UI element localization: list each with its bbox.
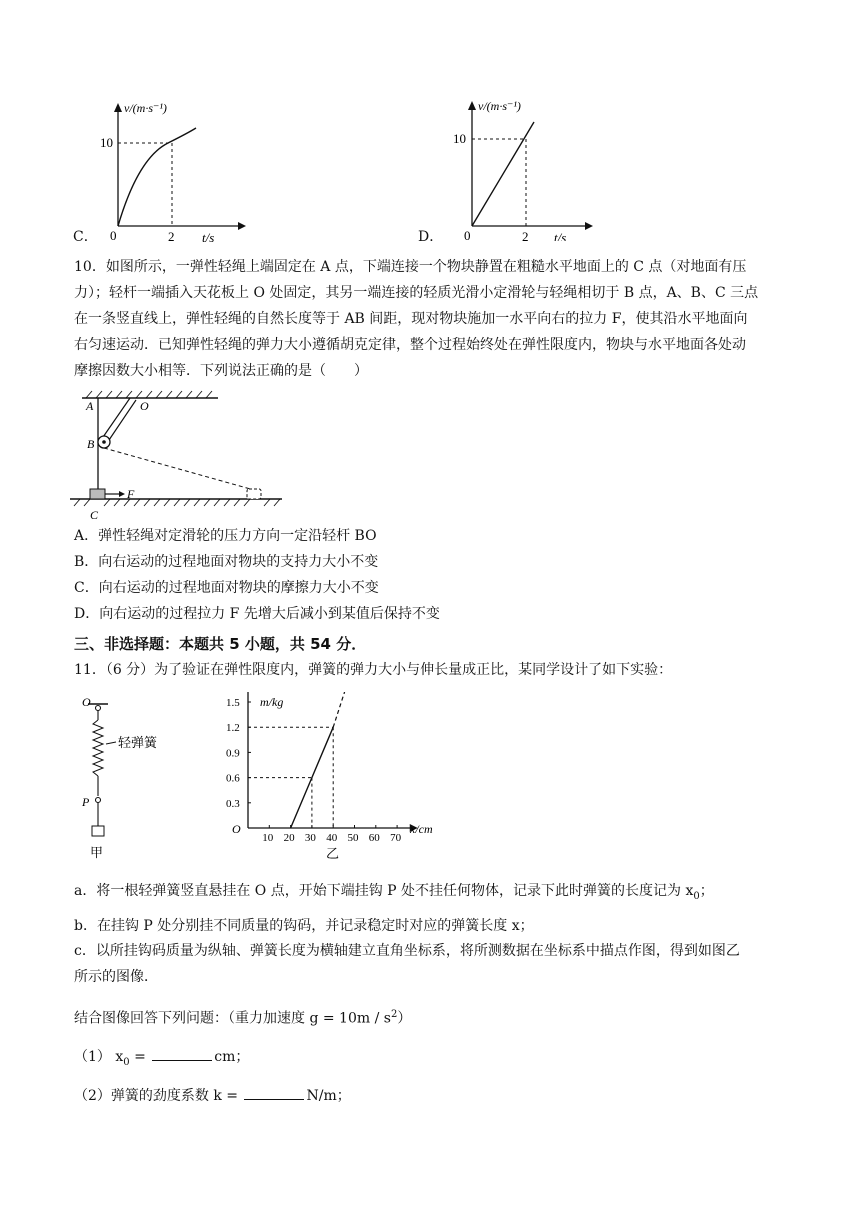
- graph-c-xtick: 2: [168, 229, 175, 243]
- q10-option-c: C．向右运动的过程地面对物块的摩擦力大小不变: [74, 580, 379, 596]
- fig-label-o: O: [140, 399, 149, 413]
- combine-sup: 2: [390, 1009, 398, 1020]
- graph-c-xlabel: t/s: [202, 230, 215, 243]
- sub1-sub: 0: [123, 1056, 130, 1068]
- step-a-end: ；: [699, 883, 714, 899]
- section-3-heading: 三、非选择题：本题共 5 小题，共 54 分．: [74, 635, 367, 653]
- jia-label-o: O: [82, 695, 91, 709]
- yi-xtick-label: 10: [262, 832, 274, 844]
- yi-xtick-label: 20: [283, 832, 295, 844]
- fig-label-a: A: [86, 399, 94, 413]
- fig-label-c: C: [90, 508, 99, 522]
- q11-step-b: b．在挂钩 P 处分别挂不同质量的钩码，并记录稳定时对应的弹簧长度 x；: [74, 918, 534, 934]
- q10-option-a: A．弹性轻绳对定滑轮的压力方向一定沿轻杆 BO: [74, 528, 377, 544]
- step-a-text: a．将一根轻弹簧竖直悬挂在 O 点，开始下端挂钩 P 处不挂任何物体，记录下此时弹簧的长度记为 x: [74, 883, 694, 899]
- yi-ytick-label: 0.9: [226, 747, 240, 760]
- q10-figure: [68, 388, 288, 523]
- graph-d: [450, 96, 600, 241]
- yi-xtick-label: 30: [304, 832, 316, 844]
- q10-line-2: 力）；轻杆一端插入天花板上 O 处固定，其另一端连接的轻质光滑小定滑轮与轻绳相切于 B 点，A、B、C 三点: [74, 285, 759, 301]
- sub1-mid: =: [129, 1049, 151, 1065]
- yi-caption: 乙: [326, 846, 340, 861]
- jia-caption: 甲: [90, 845, 104, 860]
- yi-ytick-label: 0.3: [226, 797, 240, 810]
- q11-intro: 11．（6 分）为了验证在弹性限度内，弹簧的弹力大小与伸长量成正比，某同学设计了如下实验：: [74, 662, 673, 678]
- q11-sub-1: [74, 1044, 249, 1076]
- q11-figure-yi-chart: [222, 692, 452, 862]
- q10-line-4: 右匀速运动．已知弹性轻绳的弹力大小遵循胡克定律，整个过程始终处在弹性限度内，物块与水平地面各处动: [74, 337, 746, 353]
- yi-origin: O: [232, 822, 241, 836]
- graph-c-ylabel: v/(m·s⁻¹): [124, 101, 167, 115]
- fig-label-f: F: [127, 487, 135, 501]
- option-d-label: D．: [418, 229, 444, 245]
- q10-option-b: B．向右运动的过程地面对物块的支持力大小不变: [74, 554, 379, 570]
- q11-combine: [74, 1002, 411, 1032]
- graph-c: [98, 98, 248, 243]
- yi-ylabel: m/kg: [260, 695, 284, 709]
- combine-end: ）: [397, 1010, 412, 1027]
- yi-series-extension: [333, 692, 348, 727]
- graph-d-xlabel: t/s: [554, 230, 567, 241]
- graph-d-ylabel: v/(m·s⁻¹): [478, 99, 521, 113]
- yi-ytick-label: 1.5: [226, 697, 240, 709]
- yi-xlabel: x/cm: [410, 822, 433, 836]
- jia-label-p: P: [82, 795, 90, 809]
- yi-xtick-label: 70: [390, 832, 402, 844]
- sub1-pre: （1） x: [74, 1049, 124, 1065]
- step-a-sub: 0: [693, 890, 700, 902]
- graph-d-origin: 0: [464, 228, 471, 241]
- q11-step-c2: 所示的图像．: [74, 969, 158, 985]
- q10-option-d: D．向右运动的过程拉力 F 先增大后减小到某值后保持不变: [74, 606, 440, 622]
- sub1-unit: cm；: [214, 1049, 250, 1065]
- yi-xtick-label: 50: [347, 832, 359, 844]
- yi-ytick-label: 0.6: [226, 772, 240, 785]
- yi-xtick-label: 60: [368, 832, 380, 844]
- answer-blank-k[interactable]: [244, 1085, 304, 1100]
- graph-d-ytick: 10: [453, 131, 466, 146]
- q11-figure-jia: [78, 690, 168, 860]
- jia-label-spring: 轻弹簧: [118, 735, 158, 750]
- q11-step-c1: c．以所挂钩码质量为纵轴、弹簧长度为横轴建立直角坐标系，将所测数据在坐标系中描点作图，得到如图乙: [74, 943, 740, 959]
- graph-c-origin: 0: [110, 228, 117, 243]
- graph-c-ytick: 10: [100, 135, 113, 150]
- sub2-unit: N/m；: [306, 1088, 351, 1104]
- combine-text: 结合图像回答下列问题：（重力加速度 g = 10m / s: [74, 1010, 391, 1027]
- q10-line-3: 在一条竖直线上，弹性轻绳的自然长度等于 AB 间距，现对物块施加一水平向右的拉力 F，使其沿水平地面向: [74, 311, 748, 327]
- q11-step-a: [74, 878, 714, 910]
- q11-sub-2: [74, 1083, 351, 1109]
- graph-d-xtick: 2: [522, 229, 529, 241]
- sub2-pre: （2）弹簧的劲度系数 k =: [74, 1088, 243, 1104]
- answer-blank-x0[interactable]: [152, 1046, 212, 1061]
- q10-line-5: 摩擦因数大小相等．下列说法正确的是（ ）: [74, 363, 368, 379]
- fig-label-b: B: [87, 437, 95, 451]
- q10-line-1: 10．如图所示，一弹性轻绳上端固定在 A 点，下端连接一个物块静置在粗糙水平地面上的 C 点（对地面有压: [74, 259, 747, 275]
- yi-xtick-label: 40: [326, 832, 338, 844]
- option-c-label: C．: [73, 229, 98, 245]
- yi-ytick-label: 1.2: [226, 722, 240, 735]
